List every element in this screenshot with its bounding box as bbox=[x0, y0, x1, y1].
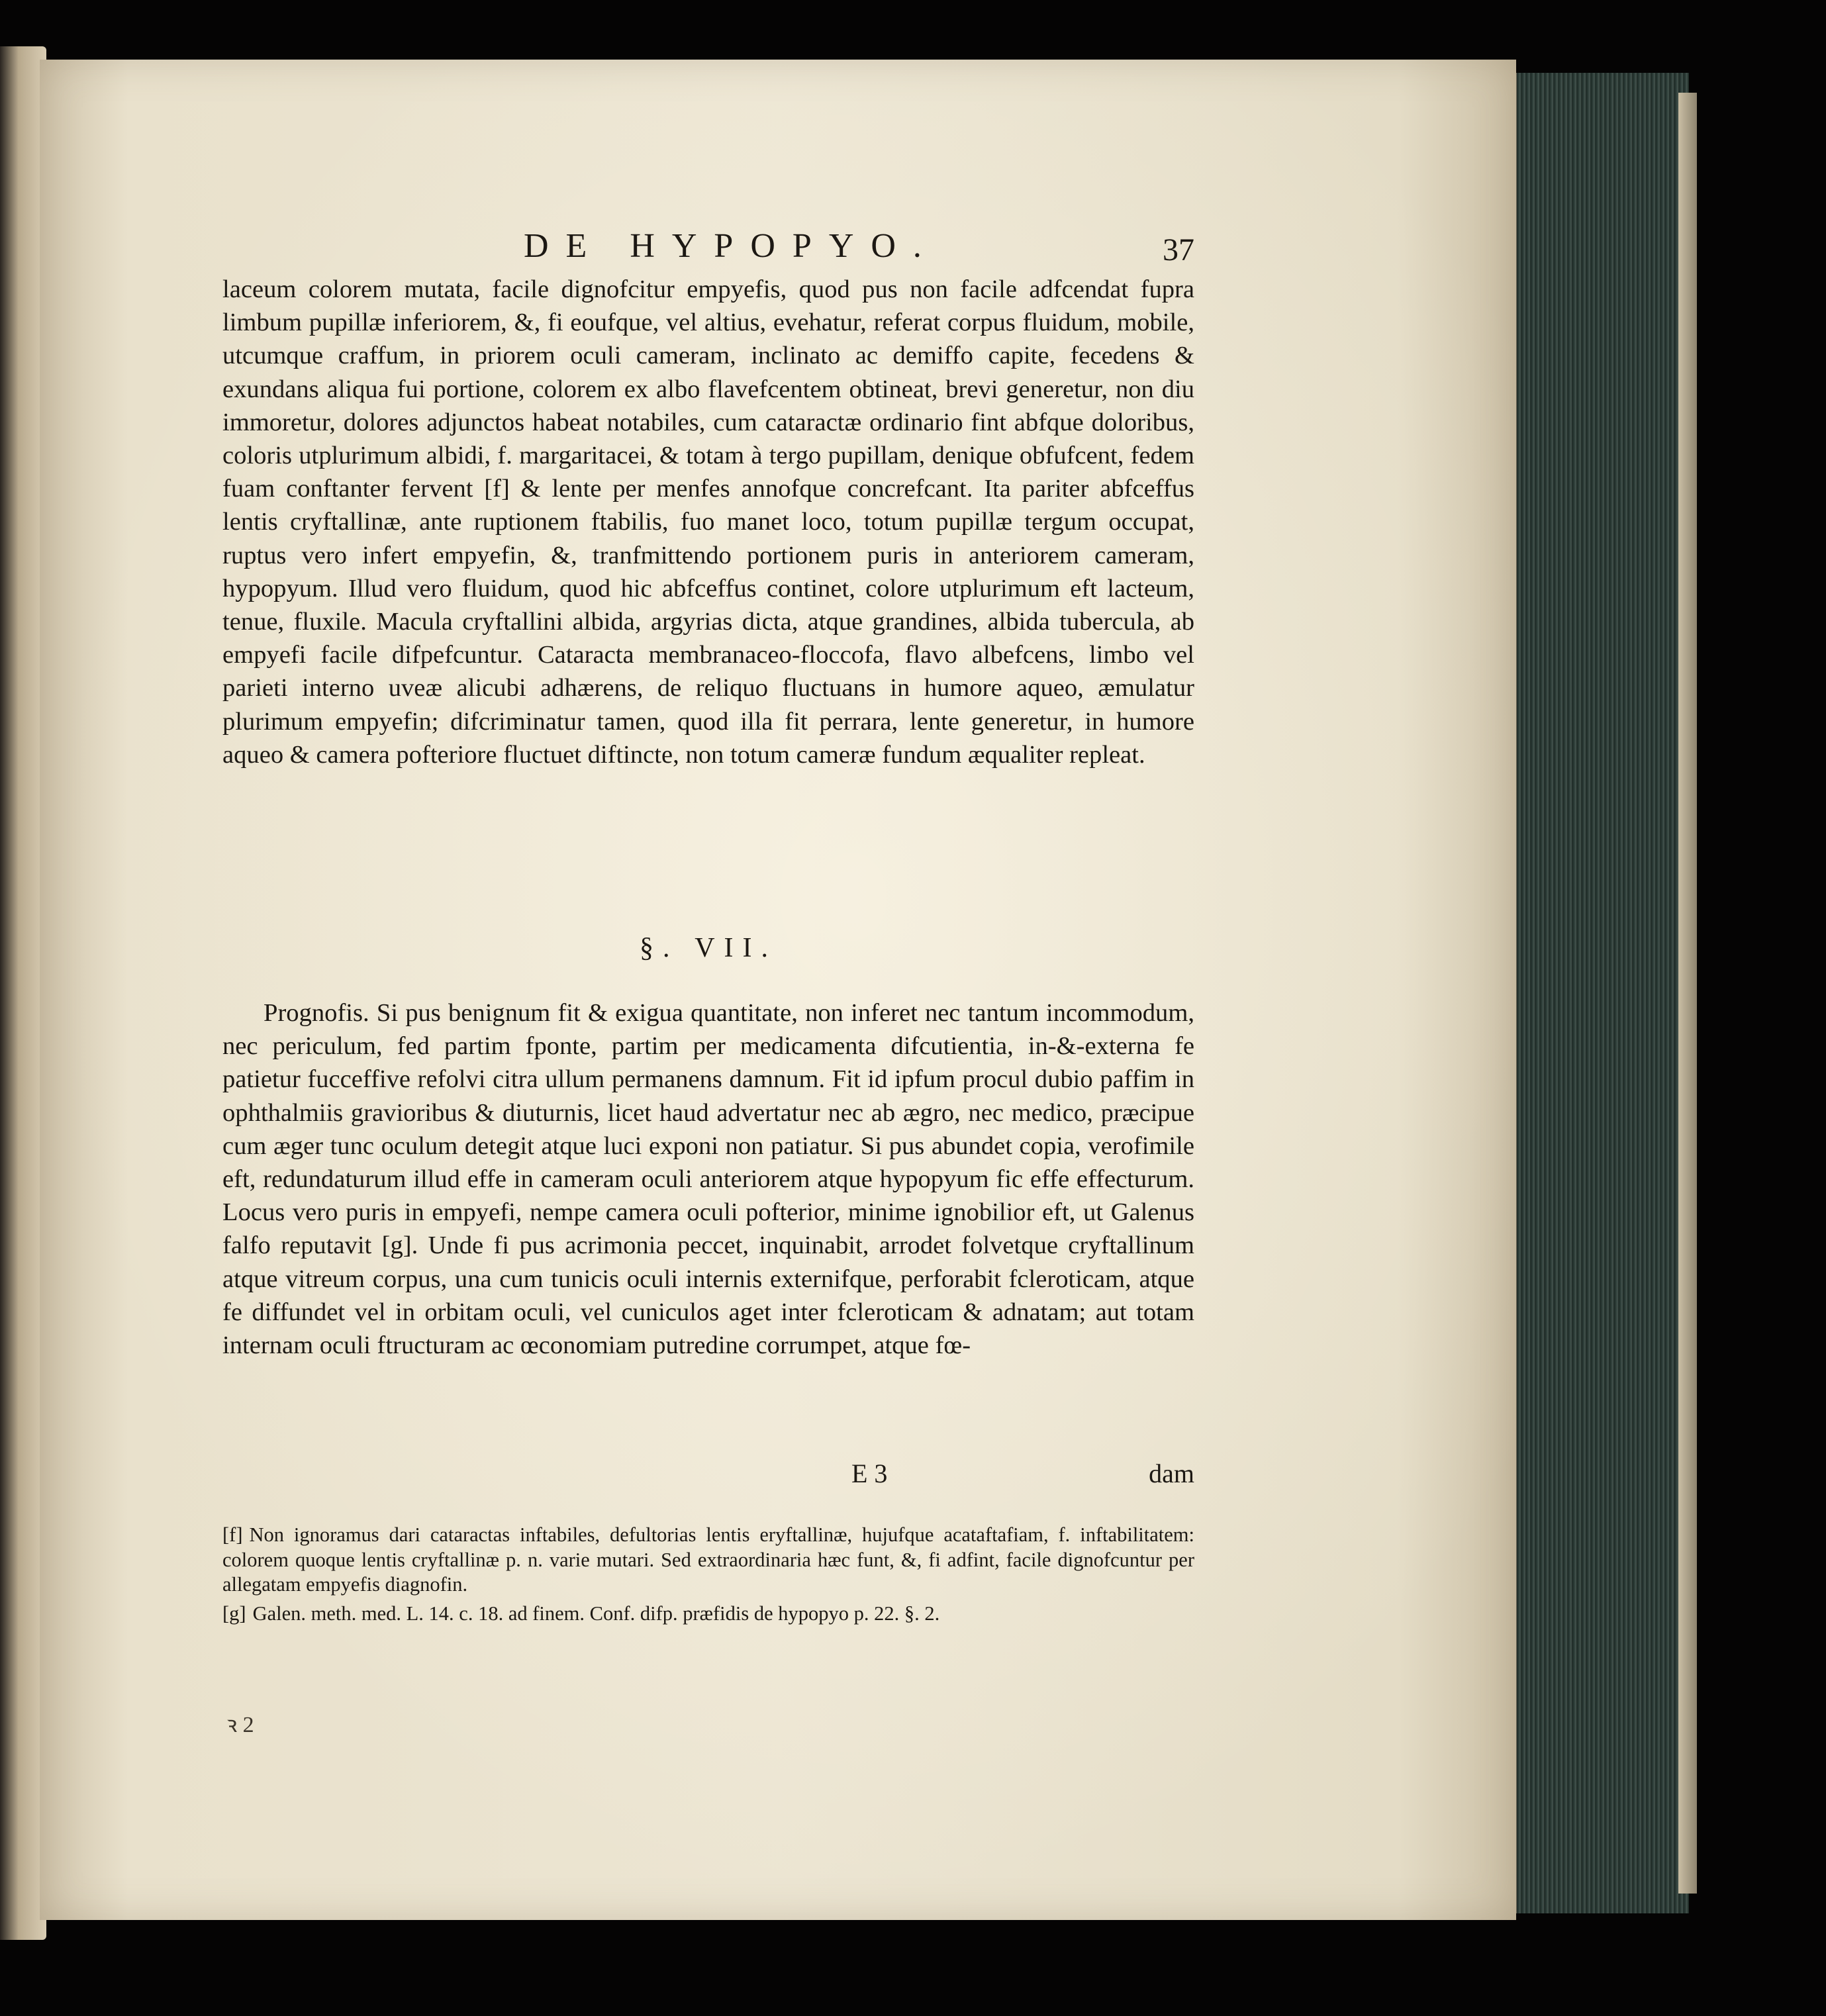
section-heading: §. VII. bbox=[639, 933, 778, 963]
signature-line bbox=[222, 1458, 1194, 1492]
page-number: 37 bbox=[1163, 232, 1194, 267]
book-page bbox=[40, 60, 1516, 1920]
footnotes bbox=[222, 1523, 1194, 1630]
footnote-f bbox=[222, 1523, 1194, 1598]
book-fore-edge bbox=[1513, 73, 1689, 1913]
footnote-mark: [g] bbox=[222, 1602, 246, 1625]
paragraph-prognosis: Prognofis. Si pus benignum fit & exigua quantitate, non inferet nec tantum incommodum, nec periculum, fed partim fponte, partim per medicamenta difcutientia, in-&-externa fe patietur fucceffive refolvi citra ullum permanens damnum. Fit id ipfum procul dubio paffim in ophthalmiis gravioribus & diuturnis, licet haud advertatur nec ab ægro, nec medico, præcipue cum æger tunc oculum detegit atque luci exponi non patiatur. Si pus abundet copia, verofimile eft, redundaturum illud effe in cameram oculi anteriorem atque hypopyum fic effe effecturum. Locus vero puris in empyefi, nempe camera oculi pofterior, minime ignobilior eft, ut Galenus falfo reputavit [g]. Unde fi pus acrimonia peccet, inquinabit, arrodet folvetque cryftallinum atque vitreum corpus, una cum tunicis oculi internis externifque, perforabit fcleroticam, atque fe diffundet vel in orbitam oculi, vel cuniculos aget inter fcleroticam & adnatam; aut totam internam oculi ftructuram ac œconomiam putredine corrumpet, atque fœ- bbox=[222, 999, 1194, 1360]
catchword: dam bbox=[1149, 1459, 1194, 1488]
handwritten-mark: ꝛ 2 bbox=[226, 1713, 254, 1737]
printer-signature: E 3 bbox=[851, 1459, 888, 1488]
footnote-mark: [f] bbox=[222, 1523, 243, 1546]
footnote-text: Galen. meth. med. L. 14. c. 18. ad finem. Conf. difp. præfidis de hypopyo p. 22. §. 2. bbox=[252, 1602, 940, 1625]
running-head bbox=[222, 226, 1194, 279]
running-title: DE HYPOPYO. bbox=[524, 227, 939, 265]
footnote-text: Non ignoramus dari cataractas inftabiles, defultorias lentis eryftallinæ, hujufque acataftafiam, f. inftabilitatem: colorem quoque lentis cryftallinæ p. n. varie mutari. Sed extraordinaria hæc funt, &, fi adfint, facile dignofcuntur per allegatam empyefis diagnofin. bbox=[222, 1523, 1194, 1596]
paragraph-diagnosis: laceum colorem mutata, facile dignofcitur empyefis, quod pus non facile adfcendat fupra limbum pupillæ inferiorem, &, fi eoufque, vel altius, evehatur, referat corpus fluidum, mobile, utcumque craffum, in priorem oculi cameram, inclinato ac demiffo capite, fecedens & exundans aliqua fui portione, colorem ex albo flavefcentem obtineat, brevi generetur, non diu immoretur, dolores adjunctos habeat notabiles, cum cataractæ ordinario fint abfque doloribus, coloris utplurimum albidi, f. margaritacei, & totam à tergo pupillam, denique obfufcent, fedem fuam conftanter fervent [f] & lente per menfes annofque concrefcant. Ita pariter abfceffus lentis cryftallinæ, ante ruptionem ftabilis, fuo manet loco, totum pupillæ tergum occupat, ruptus vero infert empyefin, &, tranfmittendo portionem puris in anteriorem cameram, hypopyum. Illud vero fluidum, quod hic abfceffus continet, colore utplurimum eft lacteum, tenue, fluxile. Macula cryftallini albida, argyrias dicta, atque grandines, albida tubercula, ab empyefi facile difpefcuntur. Cataracta membranaceo-floccofa, flavo albefcens, limbo vel parieti interno uveæ alicubi adhærens, de reliquo fluctuans in humore aqueo, æmulatur plurimum empyefin; difcriminatur tamen, quod illa fit perrara, lente generetur, in humore aqueo & camera pofteriore fluctuet diftincte, non totum cameræ fundum æqualiter repleat. bbox=[222, 275, 1194, 769]
book-cover-edge bbox=[1678, 93, 1697, 1894]
footnote-g bbox=[222, 1602, 1194, 1627]
